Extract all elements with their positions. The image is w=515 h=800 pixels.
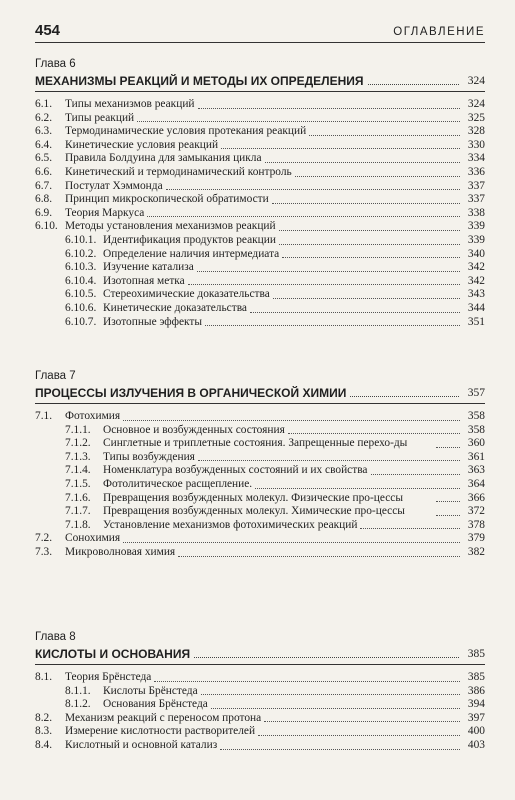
toc-entry: [35, 316, 485, 330]
dot-leader: [350, 396, 459, 397]
entry-number: 8.2.: [35, 711, 53, 724]
dot-leader: [166, 189, 460, 190]
entry-title: Синглетные и триплетные состояния. Запрещенные перехо-ды: [103, 437, 408, 450]
entry-page: 397: [467, 711, 485, 724]
toc-entry: [35, 166, 485, 180]
page-header: [35, 22, 485, 39]
chapter-label: Глава 6: [35, 58, 76, 70]
toc-entry: [35, 234, 485, 248]
chapter-7: [35, 369, 485, 560]
entry-title: Типы механизмов реакций: [65, 98, 195, 110]
dot-leader: [123, 420, 460, 421]
entry-title: Кинетический и термодинамический контроль: [65, 165, 292, 178]
entry-page: 358: [467, 423, 485, 436]
dot-leader: [295, 176, 460, 177]
entry-number: 6.10.5.: [65, 288, 97, 301]
dot-leader: [221, 148, 460, 149]
entry-number: 6.1.: [35, 98, 53, 110]
entry-number: 7.1.: [35, 410, 53, 422]
entry-title: Стереохимические доказательства: [103, 288, 270, 301]
toc-entry: [35, 698, 485, 712]
toc-entry: [35, 302, 485, 316]
entry-page: 400: [467, 725, 485, 738]
chapter-title-row: [35, 71, 485, 89]
entry-page: 379: [467, 532, 485, 545]
chapter-page: 324: [467, 75, 485, 87]
running-title: ОГЛАВЛЕНИЕ: [393, 26, 485, 38]
entry-title: Номенклатура возбужденных состояний и их свойства: [103, 464, 368, 477]
entry-number: 7.2.: [35, 532, 53, 545]
entry-number: 6.10.3.: [65, 261, 97, 274]
entry-page: 339: [467, 220, 485, 233]
entry-number: 6.5.: [35, 152, 53, 165]
entry-title: Типы возбуждения: [103, 450, 195, 463]
entry-title: Превращения возбужденных молекул. Химические про-цессы: [103, 505, 405, 518]
entry-page: 337: [467, 179, 485, 192]
chapter-6: [35, 57, 485, 329]
entry-page: 358: [467, 410, 485, 422]
toc-entry: [35, 725, 485, 739]
toc-entry: [35, 685, 485, 699]
toc-entry: [35, 532, 485, 546]
entry-title: Изучение катализа: [103, 261, 194, 274]
entry-page: 382: [467, 545, 485, 558]
toc-entry: [35, 193, 485, 207]
entry-number: 7.1.2.: [65, 437, 91, 450]
toc-entry: [35, 671, 485, 685]
entry-title: Изотопные эффекты: [103, 315, 203, 328]
entry-page: 337: [467, 193, 485, 206]
entry-page: 386: [467, 684, 485, 697]
entry-page: 343: [467, 288, 485, 301]
entry-number: 6.4.: [35, 138, 53, 151]
entry-page: 336: [467, 165, 485, 178]
entry-number: 6.10.7.: [65, 315, 97, 328]
entry-page: 385: [467, 671, 485, 683]
entry-title: Методы установления механизмов реакций: [65, 220, 276, 233]
entry-page: 363: [467, 464, 485, 477]
entry-page: 394: [467, 698, 485, 711]
entry-page: 340: [467, 247, 485, 260]
entry-page: 364: [467, 477, 485, 490]
entry-page: 339: [467, 233, 485, 246]
dot-leader: [178, 556, 460, 557]
entry-title: Измерение кислотности растворителей: [65, 725, 256, 738]
chapter-title: ПРОЦЕССЫ ИЗЛУЧЕНИЯ В ОРГАНИЧЕСКОЙ ХИМИИ: [35, 386, 347, 400]
entry-number: 8.1.: [35, 671, 53, 683]
entry-number: 6.8.: [35, 193, 53, 206]
dot-leader: [436, 515, 460, 516]
dot-leader: [265, 162, 460, 163]
entry-number: 8.1.2.: [65, 698, 91, 711]
entry-number: 6.7.: [35, 179, 53, 192]
entry-title: Кислоты Брёнстеда: [103, 684, 198, 697]
entry-title: Основное и возбужденных состояния: [103, 423, 285, 436]
toc-entry: [35, 451, 485, 465]
toc-entry: [35, 220, 485, 234]
entry-title: Идентификация продуктов реакции: [103, 233, 276, 246]
dot-leader: [220, 749, 460, 750]
entry-number: 7.1.1.: [65, 423, 91, 436]
entry-number: 6.9.: [35, 206, 53, 219]
entry-title: Теория Маркуса: [65, 206, 145, 219]
dot-leader: [188, 284, 460, 285]
dot-leader: [368, 84, 459, 85]
toc-entry: [35, 492, 485, 506]
entry-page: 344: [467, 301, 485, 314]
entry-number: 7.3.: [35, 545, 53, 558]
toc-entry: [35, 519, 485, 533]
entry-title: Правила Болдуина для замыкания цикла: [65, 152, 262, 165]
dot-leader: [288, 433, 460, 434]
entry-title: Определение наличия интермедиата: [103, 247, 280, 260]
dot-leader: [279, 244, 460, 245]
entry-title: Теория Брёнстеда: [65, 671, 152, 683]
dot-leader: [211, 708, 460, 709]
chapter-title: КИСЛОТЫ И ОСНОВАНИЯ: [35, 647, 191, 661]
dot-leader: [436, 501, 460, 502]
entry-page: 338: [467, 206, 485, 219]
entry-number: 6.2.: [35, 111, 53, 124]
dot-leader: [123, 542, 460, 543]
entry-number: 6.6.: [35, 165, 53, 178]
entry-title: Установление механизмов фотохимических реакций: [103, 518, 358, 531]
entry-page: 324: [467, 98, 485, 110]
dot-leader: [147, 216, 460, 217]
dot-leader: [436, 447, 460, 448]
dot-leader: [272, 203, 460, 204]
chapter-page: 385: [467, 648, 485, 660]
toc-entry: [35, 739, 485, 753]
entry-number: 8.3.: [35, 725, 53, 738]
entry-number: 7.1.7.: [65, 505, 91, 518]
toc-entry: [35, 410, 485, 424]
entry-page: 342: [467, 274, 485, 287]
toc-entry: [35, 261, 485, 275]
toc-entry: [35, 546, 485, 560]
entry-number: 6.10.: [35, 220, 58, 233]
entry-page: 351: [467, 315, 485, 328]
entry-number: 8.4.: [35, 738, 53, 751]
dot-leader: [258, 735, 460, 736]
entry-number: 6.10.4.: [65, 274, 97, 287]
entry-number: 6.10.2.: [65, 247, 97, 260]
dot-leader: [194, 657, 459, 658]
entry-title: Кислотный и основной катализ: [65, 738, 218, 751]
entry-page: 328: [467, 125, 485, 138]
entry-title: Микроволновая химия: [65, 545, 176, 558]
toc-entry: [35, 464, 485, 478]
entry-page: 361: [467, 450, 485, 463]
entry-number: 7.1.3.: [65, 450, 91, 463]
chapter-page: 357: [467, 387, 485, 399]
header-rule: [35, 42, 485, 43]
chapter-label: Глава 8: [35, 631, 76, 643]
entry-number: 7.1.4.: [65, 464, 91, 477]
entry-number: 7.1.8.: [65, 518, 91, 531]
chapter-title-row: [35, 644, 485, 662]
entry-page: 378: [467, 518, 485, 531]
chapter-title: МЕХАНИЗМЫ РЕАКЦИЙ И МЕТОДЫ ИХ ОПРЕДЕЛЕНИЯ: [35, 74, 364, 88]
entry-title: Фотолитическое расщепление.: [103, 477, 253, 490]
entry-title: Кинетические условия реакций: [65, 138, 219, 151]
dot-leader: [255, 488, 460, 489]
entry-page: 342: [467, 261, 485, 274]
dot-leader: [279, 230, 460, 231]
entry-title: Термодинамические условия протекания реакций: [65, 125, 307, 138]
dot-leader: [198, 460, 460, 461]
entry-number: 7.1.6.: [65, 491, 91, 504]
toc-entry: [35, 288, 485, 302]
toc-entry: [35, 125, 485, 139]
entry-number: 6.3.: [35, 125, 53, 138]
toc-entry: [35, 505, 485, 519]
entry-number: 6.10.1.: [65, 233, 97, 246]
entry-title: Принцип микроскопической обратимости: [65, 193, 269, 206]
dot-leader: [360, 528, 460, 529]
entry-page: 366: [467, 491, 485, 504]
toc-entry: [35, 180, 485, 194]
entry-title: Фотохимия: [65, 410, 121, 422]
dot-leader: [201, 694, 460, 695]
toc-entry: [35, 152, 485, 166]
toc-entry: [35, 424, 485, 438]
entry-page: 403: [467, 738, 485, 751]
entry-title: Превращения возбужденных молекул. Физические про-цессы: [103, 491, 403, 504]
dot-leader: [250, 312, 460, 313]
toc-entry: [35, 98, 485, 112]
entry-page: 334: [467, 152, 485, 165]
toc-entry: [35, 478, 485, 492]
dot-leader: [309, 135, 460, 136]
entry-title: Постулат Хэммонда: [65, 179, 163, 192]
entry-title: Кинетические доказательства: [103, 301, 247, 314]
page-number: 454: [35, 22, 61, 39]
entry-title: Типы реакций: [65, 111, 135, 124]
chapter-title-row: [35, 383, 485, 401]
entry-page: 330: [467, 138, 485, 151]
entry-number: 8.1.1.: [65, 684, 91, 697]
entry-number: 7.1.5.: [65, 477, 91, 490]
entry-title: Сонохимия: [65, 532, 121, 545]
dot-leader: [197, 271, 460, 272]
toc-entry: [35, 275, 485, 289]
toc-entry: [35, 207, 485, 221]
entry-title: Механизм реакций с переносом протона: [65, 711, 262, 724]
dot-leader: [282, 257, 460, 258]
entry-page: 325: [467, 111, 485, 124]
toc-entry: [35, 712, 485, 726]
entry-page: 372: [467, 505, 485, 518]
dot-leader: [371, 474, 461, 475]
chapter-label: Глава 7: [35, 370, 76, 382]
toc-entry: [35, 139, 485, 153]
toc-entry: [35, 112, 485, 126]
dot-leader: [137, 121, 460, 122]
entry-title: Изотопная метка: [103, 274, 185, 287]
entry-title: Основания Брёнстеда: [103, 698, 208, 711]
dot-leader: [264, 721, 460, 722]
dot-leader: [198, 108, 460, 109]
toc-entry: [35, 248, 485, 262]
chapter-8: [35, 630, 485, 753]
entry-number: 6.10.6.: [65, 301, 97, 314]
toc-entry: [35, 437, 485, 451]
dot-leader: [154, 681, 460, 682]
entry-page: 360: [467, 437, 485, 450]
dot-leader: [273, 298, 460, 299]
dot-leader: [205, 325, 460, 326]
